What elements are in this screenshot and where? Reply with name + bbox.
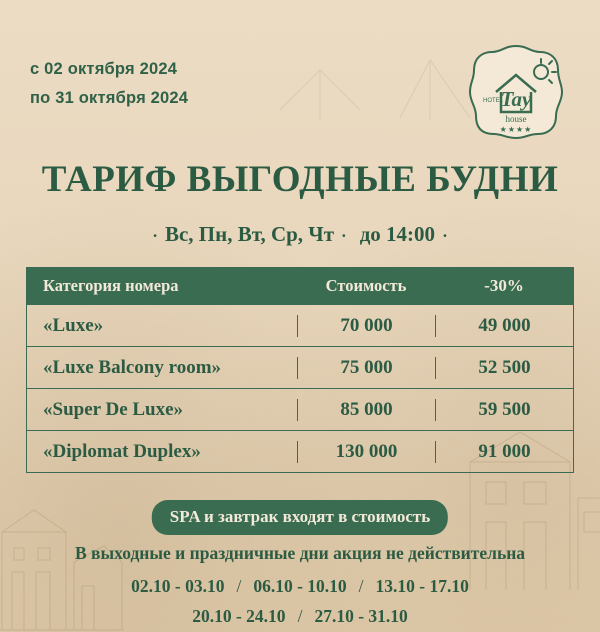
table-row — [27, 346, 573, 388]
excluded-date-ranges — [0, 572, 600, 632]
logo-house-word: house — [505, 114, 527, 124]
cell-category: «Luxe Balcony room» — [43, 356, 222, 378]
date-from: с 02 октября 2024 — [30, 60, 178, 78]
promo-dates — [30, 55, 188, 113]
logo-stars: ★★★★ — [499, 125, 533, 134]
exclusion-note: В выходные и праздничные дни акция не действительна — [74, 543, 526, 563]
table-header-row — [27, 268, 573, 304]
cell-price: 70 000 — [297, 315, 435, 337]
bullet-right: · — [442, 226, 448, 246]
range-separator: / — [236, 576, 242, 596]
excluded-range: 02.10 - 03.10 — [131, 576, 225, 596]
hotel-logo — [468, 44, 564, 140]
bullet-left: · — [152, 226, 158, 246]
page-title: ТАРИФ ВЫГОДНЫЕ БУДНИ — [41, 159, 559, 200]
cell-discount: 91 000 — [435, 441, 573, 463]
bullet-middle: · — [341, 226, 347, 246]
promo-time: до 14:00 — [359, 222, 436, 246]
header-discount: -30% — [484, 276, 524, 295]
range-separator: / — [297, 605, 303, 626]
promo-days: Вс, Пн, Вт, Ср, Чт — [164, 222, 335, 246]
cell-price: 75 000 — [297, 357, 435, 379]
price-table — [26, 267, 574, 473]
cell-price: 85 000 — [297, 399, 435, 421]
date-to: по 31 октября 2024 — [30, 88, 189, 107]
excluded-range: 20.10 - 24.10 — [192, 605, 286, 626]
logo-hotel-word: HOTEL — [482, 98, 504, 104]
cell-category: «Luxe» — [43, 314, 104, 336]
logo-brand: Tay — [500, 87, 532, 111]
excluded-range: 06.10 - 10.10 — [253, 576, 347, 596]
header-price: Стоимость — [325, 276, 407, 295]
cell-price: 130 000 — [297, 441, 435, 463]
logo-mark — [468, 44, 564, 140]
header-category: Категория номера — [43, 276, 179, 295]
excluded-dates-line-1 — [0, 572, 600, 602]
excluded-range: 27.10 - 31.10 — [314, 605, 408, 626]
table-row — [27, 388, 573, 430]
promo-subtitle — [0, 222, 600, 247]
table-row — [27, 430, 573, 472]
included-badge: SPA и завтрак входят в стоимость — [152, 500, 448, 535]
cell-category: «Super De Luxe» — [43, 398, 184, 420]
table-row — [27, 304, 573, 346]
excluded-range: 13.10 - 17.10 — [375, 576, 469, 596]
foliage-sketch-top — [280, 0, 480, 120]
cell-discount: 59 500 — [435, 399, 573, 421]
excluded-dates-line-2 — [0, 602, 600, 632]
cell-discount: 49 000 — [435, 315, 573, 337]
cell-discount: 52 500 — [435, 357, 573, 379]
cell-category: «Diplomat Duplex» — [43, 440, 201, 462]
range-separator: / — [358, 576, 364, 596]
